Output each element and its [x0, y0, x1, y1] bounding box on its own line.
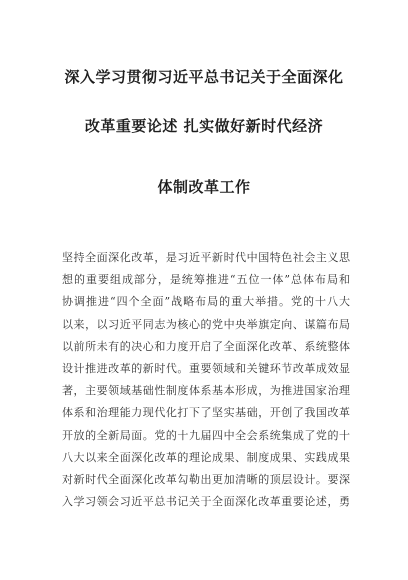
document-body: [62, 247, 350, 513]
body-line-5: 以前所未有的决心和力度开启了全面深化改革、系统整体: [62, 339, 350, 353]
body-line-12: 入学习领会习近平总书记关于全面深化改革重要论述，勇: [62, 495, 350, 509]
body-line-7: 著，主要领域基础性制度体系基本形成，为推进国家治理: [62, 384, 350, 398]
body-line-8: 体系和治理能力现代化打下了坚实基础，开创了我国改革: [62, 406, 350, 420]
document-title-line-1: 深入学习贯彻习近平总书记关于全面深化: [64, 68, 344, 86]
body-line-3: 协调推进“四个全面”战略布局的重大举措。党的十八大: [62, 295, 350, 309]
body-line-1: 坚持全面深化改革，是习近平新时代中国特色社会主义思: [62, 251, 350, 264]
body-line-4: 以来，以习近平同志为核心的党中央举旗定向、谋篇布局: [62, 317, 350, 331]
body-line-9: 开放的全新局面。党的十九届四中全会系统集成了党的十: [62, 428, 350, 442]
document-title-line-2: 改革重要论述 扎实做好新时代经济: [84, 117, 324, 135]
body-line-6: 设计推进改革的新时代。重要领域和关键环节改革成效显: [62, 361, 350, 375]
document-title-line-3: 体制改革工作: [157, 178, 251, 196]
body-line-10: 八大以来全面深化改革的理论成果、制度成果、实践成果: [62, 450, 350, 464]
body-line-2: 想的重要组成部分，是统筹推进“五位一体”总体布局和: [62, 273, 350, 287]
body-line-11: 对新时代全面深化改革勾勒出更加清晰的顶层设计。要深: [62, 472, 350, 486]
